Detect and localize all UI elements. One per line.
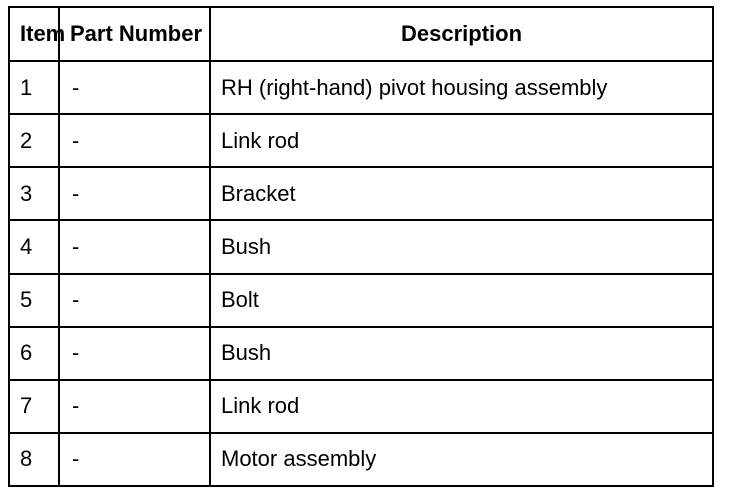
description-cell: Bracket (210, 167, 713, 220)
header-description: Description (210, 7, 713, 61)
header-part-number: Part Number (59, 7, 210, 61)
part-number-cell: - (59, 167, 210, 220)
table-row (9, 61, 713, 114)
description-cell: Bush (210, 327, 713, 380)
table-body (9, 61, 713, 486)
table-row (9, 327, 713, 380)
table-row (9, 114, 713, 167)
item-cell: 3 (9, 167, 59, 220)
item-cell: 5 (9, 274, 59, 327)
part-number-cell: - (59, 433, 210, 486)
header-item: Item (9, 7, 59, 61)
description-cell: Bolt (210, 274, 713, 327)
part-number-cell: - (59, 274, 210, 327)
table-row (9, 167, 713, 220)
description-cell: Motor assembly (210, 433, 713, 486)
table-header (9, 7, 713, 61)
part-number-cell: - (59, 220, 210, 273)
parts-table (8, 6, 714, 487)
part-number-cell: - (59, 327, 210, 380)
item-cell: 4 (9, 220, 59, 273)
table-row (9, 433, 713, 486)
item-cell: 1 (9, 61, 59, 114)
item-cell: 8 (9, 433, 59, 486)
header-row (9, 7, 713, 61)
item-cell: 2 (9, 114, 59, 167)
table-row (9, 220, 713, 273)
item-cell: 7 (9, 380, 59, 433)
description-cell: Link rod (210, 114, 713, 167)
description-cell: Bush (210, 220, 713, 273)
part-number-cell: - (59, 61, 210, 114)
description-cell: Link rod (210, 380, 713, 433)
part-number-cell: - (59, 380, 210, 433)
description-cell: RH (right-hand) pivot housing assembly (210, 61, 713, 114)
parts-table-container (8, 6, 714, 487)
table-row (9, 274, 713, 327)
item-cell: 6 (9, 327, 59, 380)
table-row (9, 380, 713, 433)
part-number-cell: - (59, 114, 210, 167)
